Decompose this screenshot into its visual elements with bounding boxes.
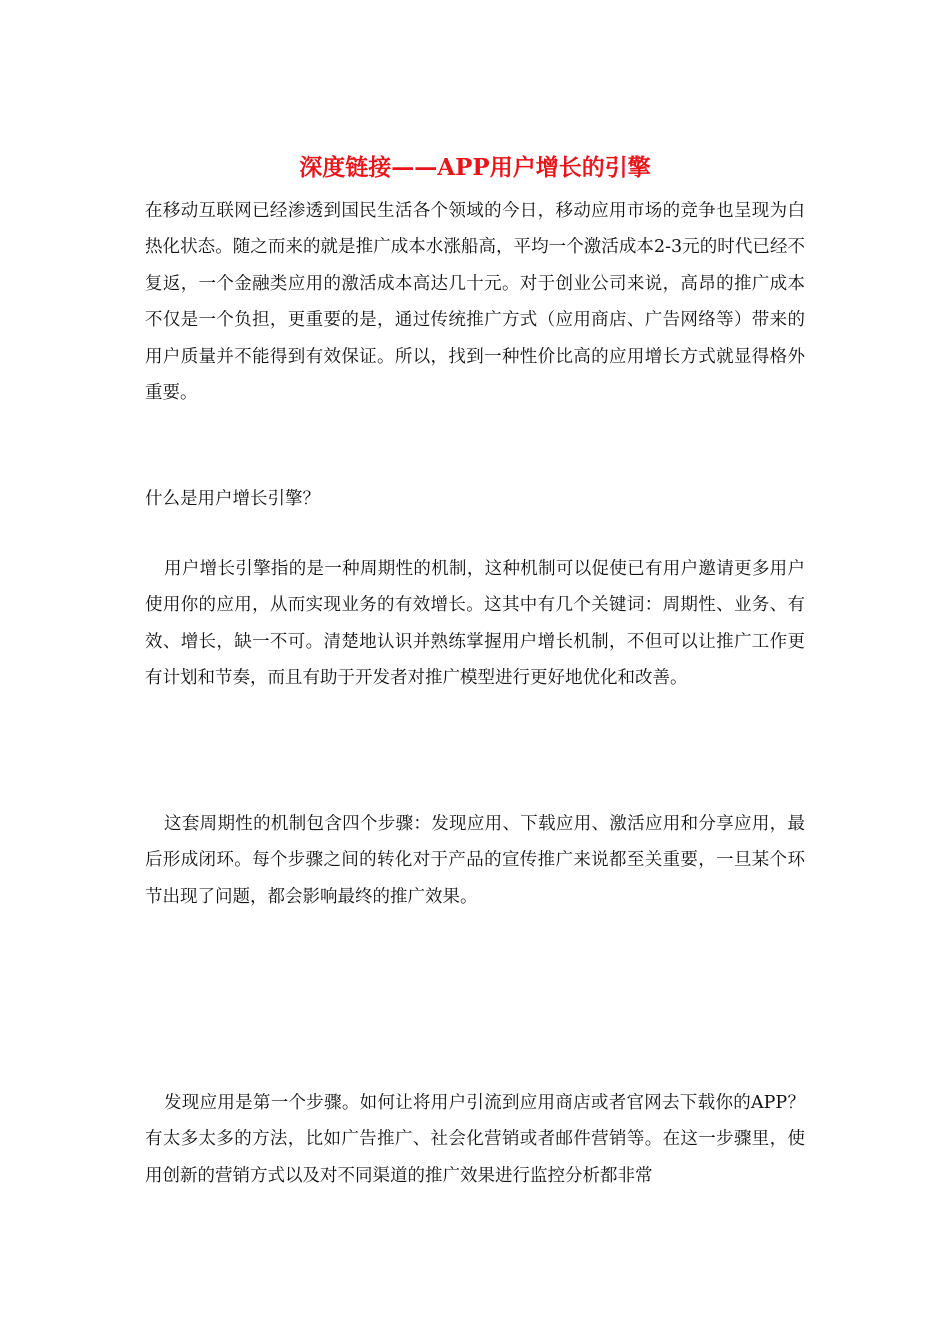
paragraph-definition: 用户增长引擎指的是一种周期性的机制，这种机制可以促使已有用户邀请更多用户使用你的应用，从而实现业务的有效增长。这其中有几个关键词：周期性、业务、有效、增长，缺一不可。清楚地认识并熟练掌握用户增长机制，不但可以让推广工作更有计划和节奏，而且有助于开发者对推广模型进行更好地优化和改善。: [145, 559, 805, 689]
paragraph-intro: 在移动互联网已经渗透到国民生活各个领域的今日，移动应用市场的竞争也呈现为白热化状态。随之而来的就是推广成本水涨船高，平均一个激活成本2-3元的时代已经不复返，一个金融类应用的激活成本高达几十元。对于创业公司来说，高昂的推广成本不仅是一个负担，更重要的是，通过传统推广方式（应用商店、广告网络等）带来的用户质量并不能得到有效保证。所以，找到一种性价比高的应用增长方式就显得格外重要。: [145, 201, 805, 404]
section-heading: 什么是用户增长引擎？: [145, 489, 320, 509]
paragraph-discover-app: 发现应用是第一个步骤。如何让将用户引流到应用商店或者官网去下载你的APP？有太多太多的方法，比如广告推广、社会化营销或者邮件营销等。在这一步骤里，使用创新的营销方式以及对不同渠道的推广效果进行监控分析都非常: [145, 1093, 805, 1186]
document-title: 深度链接——APP用户增长的引擎: [299, 154, 651, 181]
paragraph-four-steps: 这套周期性的机制包含四个步骤：发现应用、下载应用、激活应用和分享应用，最后形成闭环。每个步骤之间的转化对于产品的宣传推广来说都至关重要，一旦某个环节出现了问题，都会影响最终的推广效果。: [145, 814, 805, 907]
